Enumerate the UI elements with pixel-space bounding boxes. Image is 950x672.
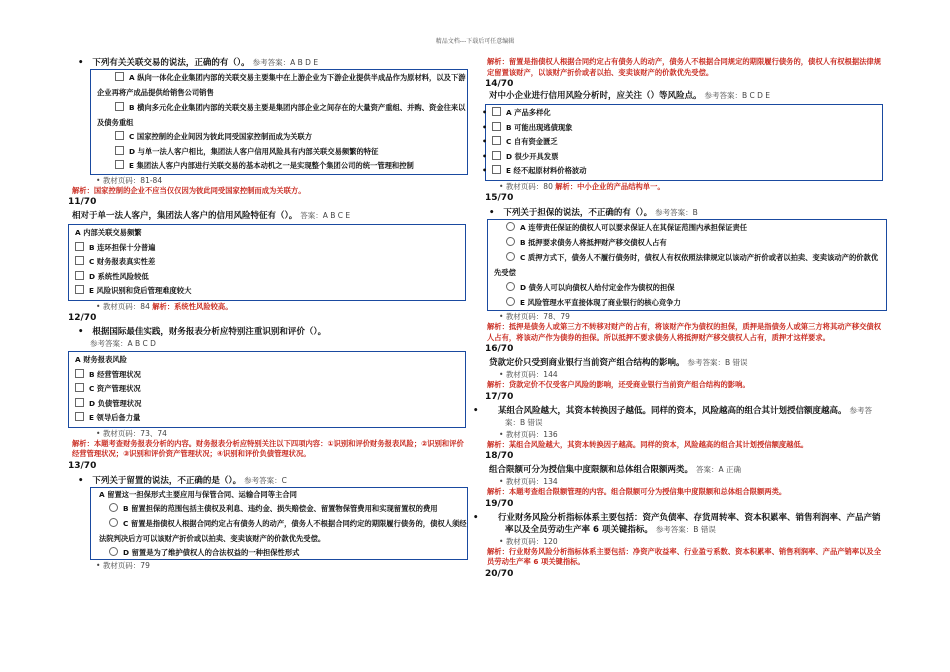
checkbox[interactable] (115, 131, 124, 140)
option-d[interactable]: D 与单一法人客户相比，集团法人客户信用风险具有内部关联交易频繁的特征 (97, 145, 467, 160)
option-e[interactable]: E 风险管理水平直接体现了商业银行的核心竞争力 (494, 295, 882, 310)
option-a[interactable]: • A 产品多样化 (482, 108, 551, 117)
checkbox[interactable] (115, 102, 124, 111)
checkbox[interactable] (492, 122, 501, 131)
reference-answer: 参考答案：B (655, 208, 698, 217)
explanation: 解析：贷款定价不仅受客户风险的影响，还受商业银行当前资产组合结构的影响。 (487, 380, 750, 389)
explanation: 解析：本题考查财务报表分析的内容。财务报表分析应特别关注以下四项内容：①识别和评价财务报表风险；②识别和评价经营管理状况；③识别和评价资产管理状况；④识别和评价负债管理状况。 (72, 438, 464, 458)
question-number: 20/70 (485, 568, 514, 579)
reference-answer: 参考答案：B 错误 (655, 524, 716, 534)
checkbox[interactable] (75, 383, 84, 392)
option-d[interactable]: D 债务人可以向债权人给付定金作为债权的担保 (494, 280, 882, 295)
radio[interactable] (506, 252, 515, 261)
option-d[interactable]: D 系统性风险较低 (75, 270, 465, 285)
question-text: 贷款定价只受到商业银行当前资产组合结构的影响。 (489, 358, 685, 368)
checkbox[interactable] (75, 242, 84, 251)
textbook-page: • 教材页码：79 (96, 560, 150, 570)
textbook-page: • 教材页码：80 解析：中小企业的产品结构单一。 (499, 181, 665, 191)
option-e[interactable]: • E 经不起原材料价格波动 (482, 166, 587, 175)
option-e[interactable]: E 风险识别和贷后管理难度较大 (75, 284, 465, 299)
options-box (90, 69, 468, 175)
explanation: 解析：本题考查组合限额管理的内容。组合限额可分为授信集中度限额和总体组合限额两类。 (487, 487, 787, 496)
options-box (68, 351, 466, 428)
options-box (68, 224, 466, 301)
option-b[interactable]: B 经营管理状况 (75, 368, 465, 383)
options-box (90, 487, 468, 560)
radio[interactable] (506, 282, 515, 291)
question-18: • 某组合风险越大，其资本转换因子越低。同样的资本，风险越高的组合其计划授信额度越高。 参考答案：B 错误 (473, 405, 872, 427)
reference-answer: 参考答案：A B C D (90, 339, 156, 348)
question-text: 根据国际最佳实践，财务报表分析应特别注重识别和评价（）。 (92, 327, 327, 337)
question-text: 相对于单一法人客户，集团法人客户的信用风险特征有（）。 (72, 211, 298, 221)
textbook-page: • 教材页码：81-84 (96, 175, 163, 185)
question-17 (489, 357, 885, 369)
explanation: 解析：中小企业的产品结构单一。 (555, 181, 665, 191)
radio[interactable] (506, 237, 515, 246)
option-d[interactable]: D 留置是为了维护债权人的合法权益的一种担保性形式 (99, 546, 467, 559)
checkbox[interactable] (492, 165, 501, 174)
bullet: • (78, 475, 84, 486)
question-11 (78, 57, 468, 69)
option-c[interactable]: C 财务报表真实性差 (75, 255, 465, 270)
question-text: 行业财务风险分析指标体系主要包括：资产负债率、存货周转率、资本积累率、销售利润率、产品产销率以及全员劳动生产率 6 项关键指标。 (497, 512, 881, 535)
question-20: • 行业财务风险分析指标体系主要包括：资产负债率、存货周转率、资本积累率、销售利润率、产品产销率以及全员劳动生产率 6 项关键指标。 参考答案：B 错误 (473, 512, 881, 535)
option-a[interactable]: A 连带责任保证的债权人可以要求保证人在其保证范围内承担保证责任 (494, 220, 882, 235)
option-a[interactable]: A 内部关联交易频繁 (75, 228, 142, 237)
question-number: 18/70 (485, 451, 514, 461)
question-12 (72, 210, 468, 222)
left-column (68, 57, 468, 571)
option-c[interactable]: C 留置是指债权人根据合同约定占有债务人的动产，债务人不根据合同约定的期限履行债务的，债权人须经法院判决后方可以该财产折价或以拍卖、变卖该财产的价款优先受偿。 (99, 518, 467, 543)
explanation: 解析：留置是指债权人根据合同约定占有债务人的动产，债务人不根据合同规定的期限履行债务的，债权人有权根据法律规定留置该财产，以该财产折价或者以拍、变卖该财产的价款优先受偿。 (487, 57, 882, 77)
question-text: 下列关于担保的说法，不正确的有（）。 (503, 208, 653, 218)
radio[interactable] (109, 547, 118, 556)
bullet: • (489, 208, 495, 218)
reference-answer: 参考答案：B 错误 (505, 405, 872, 427)
checkbox[interactable] (115, 146, 124, 155)
question-16 (489, 207, 885, 219)
explanation: 解析：某组合风险越大，其资本转换因子越高。同样的资本，风险越高的组合其计划授信额度越低。 (487, 439, 809, 449)
option-b[interactable]: • B 可能出现逃债现象 (482, 122, 573, 132)
checkbox[interactable] (75, 398, 84, 407)
question-number: 11/70 (68, 197, 97, 207)
option-b[interactable]: B 留置担保的范围包括主债权及利息、违约金、损失赔偿金、留置物保管费用和实现留置权的费用 (99, 501, 467, 516)
option-a[interactable]: A 纵向一体化企业集团内部的关联交易主要集中在上游企业为下游企业提供半成品作为原材料，以及下游企业再将产成品提供给销售公司销售 (97, 73, 466, 97)
option-d[interactable]: D 负债管理状况 (75, 397, 465, 412)
question-14 (78, 475, 468, 487)
option-b[interactable]: B 抵押要求债务人将抵押财产移交债权人占有 (494, 235, 882, 250)
checkbox[interactable] (492, 107, 501, 116)
checkbox[interactable] (75, 271, 84, 280)
option-d[interactable]: • D 很少开具发票 (482, 151, 559, 161)
option-c[interactable]: C 国家控制的企业间因为彼此同受国家控制而成为关联方 (97, 130, 467, 145)
option-e[interactable]: E 领导后备力量 (75, 411, 465, 426)
question-number: 14/70 (485, 79, 514, 89)
page-header: 精品文档---下载后可任意编辑 (435, 38, 515, 45)
option-b[interactable]: B 横向多元化企业集团内部的关联交易主要是集团内部企业之间存在的大量资产重组、并购、资金往来以及债务重组 (97, 103, 466, 127)
bullet: • (78, 58, 84, 68)
option-c[interactable]: • C 自有资金匮乏 (482, 137, 558, 146)
question-number: 17/70 (485, 391, 514, 402)
question-19 (489, 464, 885, 476)
question-number: 12/70 (68, 313, 97, 323)
checkbox[interactable] (115, 160, 124, 169)
radio[interactable] (506, 297, 515, 306)
reference-answer: 答案：A 正确 (695, 465, 741, 474)
textbook-page: • 教材页码：144 (499, 370, 558, 379)
checkbox[interactable] (75, 285, 84, 294)
right-column (473, 57, 885, 580)
question-text: 组合限额可分为授信集中度限额和总体组合限额两类。 (489, 465, 694, 475)
textbook-page: • 教材页码：136 (499, 429, 558, 439)
checkbox[interactable] (492, 151, 501, 160)
question-number: 13/70 (68, 460, 97, 471)
question-13 (78, 326, 468, 338)
textbook-page: • 教材页码：120 (499, 536, 558, 546)
reference-answer: 参考答案：C (244, 475, 287, 485)
checkbox[interactable] (75, 412, 84, 421)
question-text: 对中小企业进行信用风险分析时，应关注（）等风险点。 (489, 91, 702, 101)
checkbox[interactable] (492, 136, 501, 145)
question-15 (489, 90, 885, 102)
checkbox[interactable] (75, 369, 84, 378)
explanation: 解析：行业财务风险分析指标体系主要包括：净资产收益率、行业盈亏系数、资本积累率、销售利润率、产品产销率以及全员劳动生产率 6 项关键指标。 (487, 546, 882, 566)
textbook-page: • 教材页码：84 解析：系统性风险较高。 (96, 301, 233, 311)
textbook-page: • 教材页码：73、74 (96, 428, 167, 438)
explanation: 解析：抵押是债务人或第三方不转移对财产的占有，将该财产作为债权的担保，质押是指债务人或第三方将其动产移交债权人占有，将该动产作为债券的担保。所以抵押不要求债务人将抵押财产移交债权人占有，质押才这样要求。 (487, 322, 882, 342)
radio[interactable] (506, 222, 515, 231)
question-text: 下列关于留置的说法，不正确的是（）。 (92, 475, 242, 486)
textbook-page: • 教材页码：134 (499, 477, 558, 486)
reference-answer: 答案：A B C E (300, 211, 351, 220)
radio[interactable] (109, 518, 118, 527)
checkbox[interactable] (75, 256, 84, 265)
options-box (487, 219, 887, 311)
question-number: 15/70 (485, 193, 514, 203)
options-box (482, 104, 883, 181)
explanation: 解析：系统性风险较高。 (152, 301, 233, 311)
radio[interactable] (109, 503, 118, 512)
option-b[interactable]: B 连环担保十分普遍 (75, 241, 465, 256)
checkbox[interactable] (115, 72, 124, 81)
question-text: 某组合风险越大，其资本转换因子越低。同样的资本，风险越高的组合其计划授信额度越高。 (497, 405, 847, 416)
option-c[interactable]: C 质押方式下，债务人不履行债务时，债权人有权依照法律规定以该动产折价或者以拍卖、变卖该动产的价款优先受偿 (494, 253, 879, 277)
textbook-page: • 教材页码：78、79 (499, 312, 570, 321)
reference-answer: 参考答案：B 错误 (687, 358, 748, 367)
option-c[interactable]: C 资产管理状况 (75, 382, 465, 397)
reference-answer: 参考答案：B C D E (704, 91, 771, 100)
question-number: 16/70 (485, 344, 514, 354)
option-a[interactable]: A 财务报表风险 (75, 355, 127, 364)
option-a[interactable]: A 留置这一担保形式主要应用与保管合同、运输合同等主合同 (99, 489, 297, 499)
reference-answer: 参考答案：A B D E (252, 58, 319, 67)
question-text: 下列有关关联交易的说法，正确的有（）。 (92, 58, 250, 68)
bullet: • (78, 327, 84, 337)
explanation: 解析：国家控制的企业不应当仅仅因为彼此同受国家控制而成为关联方。 (72, 185, 306, 195)
option-e[interactable]: E 集团法人客户内部进行关联交易的基本动机之一是实现整个集团公司的统一管理和控制 (97, 159, 467, 174)
question-number: 19/70 (485, 498, 514, 509)
